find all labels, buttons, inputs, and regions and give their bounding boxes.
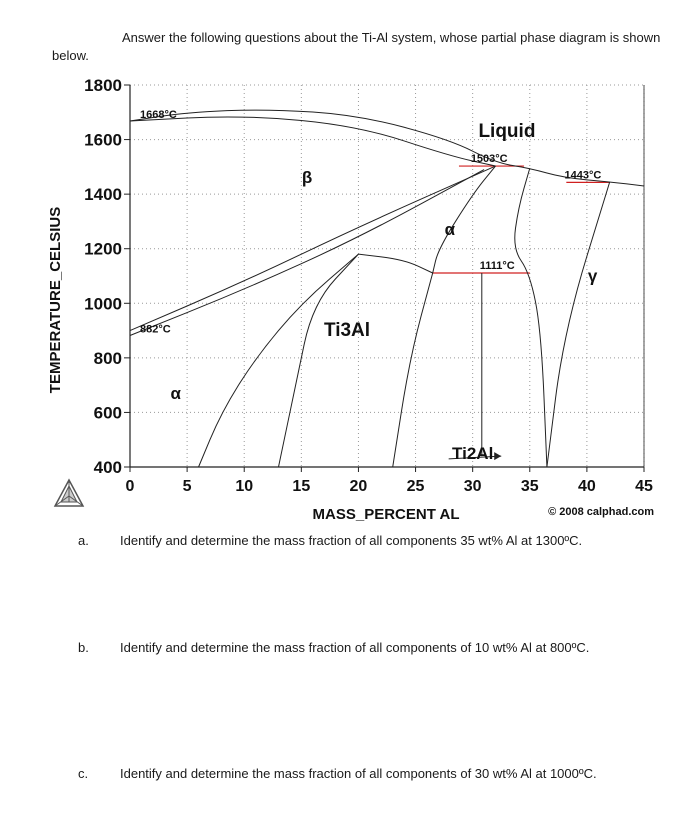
- alpha-gamma-curve: [433, 166, 496, 273]
- x-tick-label: 10: [235, 478, 254, 495]
- ti3al-right-curve: [393, 273, 433, 467]
- phase-label: Ti3Al: [323, 320, 371, 342]
- y-axis-label: TEMPERATURE_CELSIUS: [47, 206, 64, 394]
- y-tick-label: 1400: [84, 185, 122, 205]
- y-tick-label: 1800: [84, 76, 122, 95]
- x-tick-label: 30: [463, 478, 482, 495]
- phase-diagram: [0, 70, 700, 530]
- x-tick-label: 40: [577, 478, 596, 495]
- x-axis-label: MASS_PERCENT AL: [312, 506, 460, 523]
- question-label: a.: [78, 533, 89, 548]
- ti3al-dome-left-curve: [199, 254, 359, 467]
- x-tick-label: 15: [292, 478, 311, 495]
- x-tick-label: 5: [182, 478, 192, 495]
- question-text: Identify and determine the mass fraction of all components of 10 wt% Al at 800ºC.: [120, 640, 590, 655]
- point-label: 1111°C: [479, 259, 515, 272]
- point-label: 1503°C: [470, 153, 508, 166]
- x-tick-label: 20: [349, 478, 368, 495]
- question-label: c.: [78, 766, 89, 781]
- y-tick-label: 1000: [84, 294, 122, 314]
- y-tick-label: 400: [93, 458, 122, 477]
- x-tick-label: 35: [520, 478, 539, 495]
- y-tick-label: 800: [93, 348, 122, 368]
- y-tick-label: 1200: [84, 239, 122, 259]
- gamma-right-curve: [547, 182, 610, 467]
- intro-text: [52, 29, 682, 65]
- axes: [84, 76, 653, 495]
- phase-label: α: [170, 383, 181, 403]
- question-label: b.: [78, 640, 89, 655]
- question-text: Identify and determine the mass fraction of all components 35 wt% Al at 1300ºC.: [120, 533, 583, 548]
- x-tick-label: 45: [635, 478, 653, 495]
- phase-label: α: [444, 220, 456, 240]
- phase-label: Ti2Al: [452, 443, 494, 463]
- question-text: Identify and determine the mass fraction of all components of 30 wt% Al at 1000ºC.: [120, 766, 597, 781]
- alpha-ti3al-outer-curve: [278, 254, 358, 467]
- y-tick-label: 600: [93, 403, 122, 423]
- point-label: 882°C: [140, 323, 171, 336]
- intro-label: Answer the following questions about the Ti-Al system, whose partial phase diagram is shown below.: [52, 30, 661, 63]
- grid: [130, 85, 644, 467]
- solidus-beta-curve: [130, 117, 496, 166]
- phase-label: Liquid: [478, 120, 536, 142]
- gamma-left-curve: [515, 168, 547, 467]
- x-tick-label: 25: [406, 478, 425, 495]
- point-label: 1443°C: [564, 169, 602, 182]
- phase-label: β: [301, 168, 313, 188]
- x-tick-label: 0: [125, 478, 135, 495]
- y-tick-label: 1600: [84, 130, 122, 150]
- phase-label: γ: [587, 266, 598, 286]
- phase-boundaries: [130, 110, 644, 467]
- ti3al-dome-right-curve: [358, 254, 432, 273]
- point-label: 1668°C: [140, 109, 177, 122]
- calphad-logo-icon: [55, 480, 83, 506]
- credit: © 2008 calphad.com: [548, 506, 654, 518]
- ti2al-arrowhead: [494, 452, 501, 460]
